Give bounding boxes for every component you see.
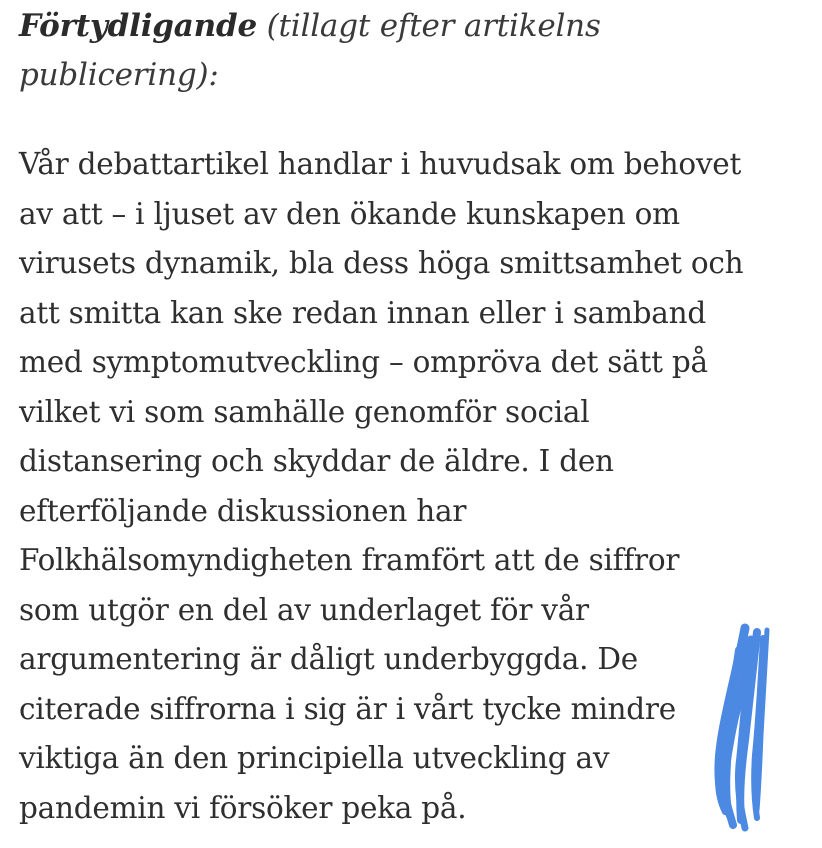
clarification-heading: [19, 2, 809, 100]
body-line: virusets dynamik, bla dess höga smittsamhet och: [19, 246, 744, 280]
clarification-note-line1: (tillagt efter artikelns: [256, 8, 601, 44]
body-line: att smitta kan ske redan innan eller i samband: [19, 295, 707, 330]
body-line: av att – i ljuset av den ökande kunskapen om: [19, 196, 680, 231]
body-line: citerade siffrorna i sig är i vårt tycke mindre: [19, 691, 676, 726]
body-line: Vår debattartikel handlar i huvudsak om behovet: [19, 147, 742, 181]
body-line: argumentering är dåligt underbyggda. De: [19, 642, 638, 676]
clarification-note-line2: publicering):: [19, 57, 219, 93]
body-line: viktiga än den principiella utveckling av: [19, 741, 610, 775]
body-line: som utgör en del av underlaget för vår: [19, 592, 589, 627]
clarification-body: [19, 140, 819, 833]
blue-scribble-mark: [705, 620, 790, 835]
body-line: med symptomutveckling – ompröva det sätt på: [19, 345, 708, 379]
clarification-title: Förtydligande: [19, 8, 257, 44]
body-line: Folkhälsomyndigheten framfört att de siffror: [19, 543, 680, 577]
body-line: efterföljande diskussionen har: [19, 493, 467, 528]
body-line: vilket vi som samhälle genomför social: [19, 394, 590, 429]
body-line: pandemin vi försöker peka på.: [19, 790, 467, 825]
body-line: distansering och skyddar de äldre. I den: [19, 444, 614, 478]
